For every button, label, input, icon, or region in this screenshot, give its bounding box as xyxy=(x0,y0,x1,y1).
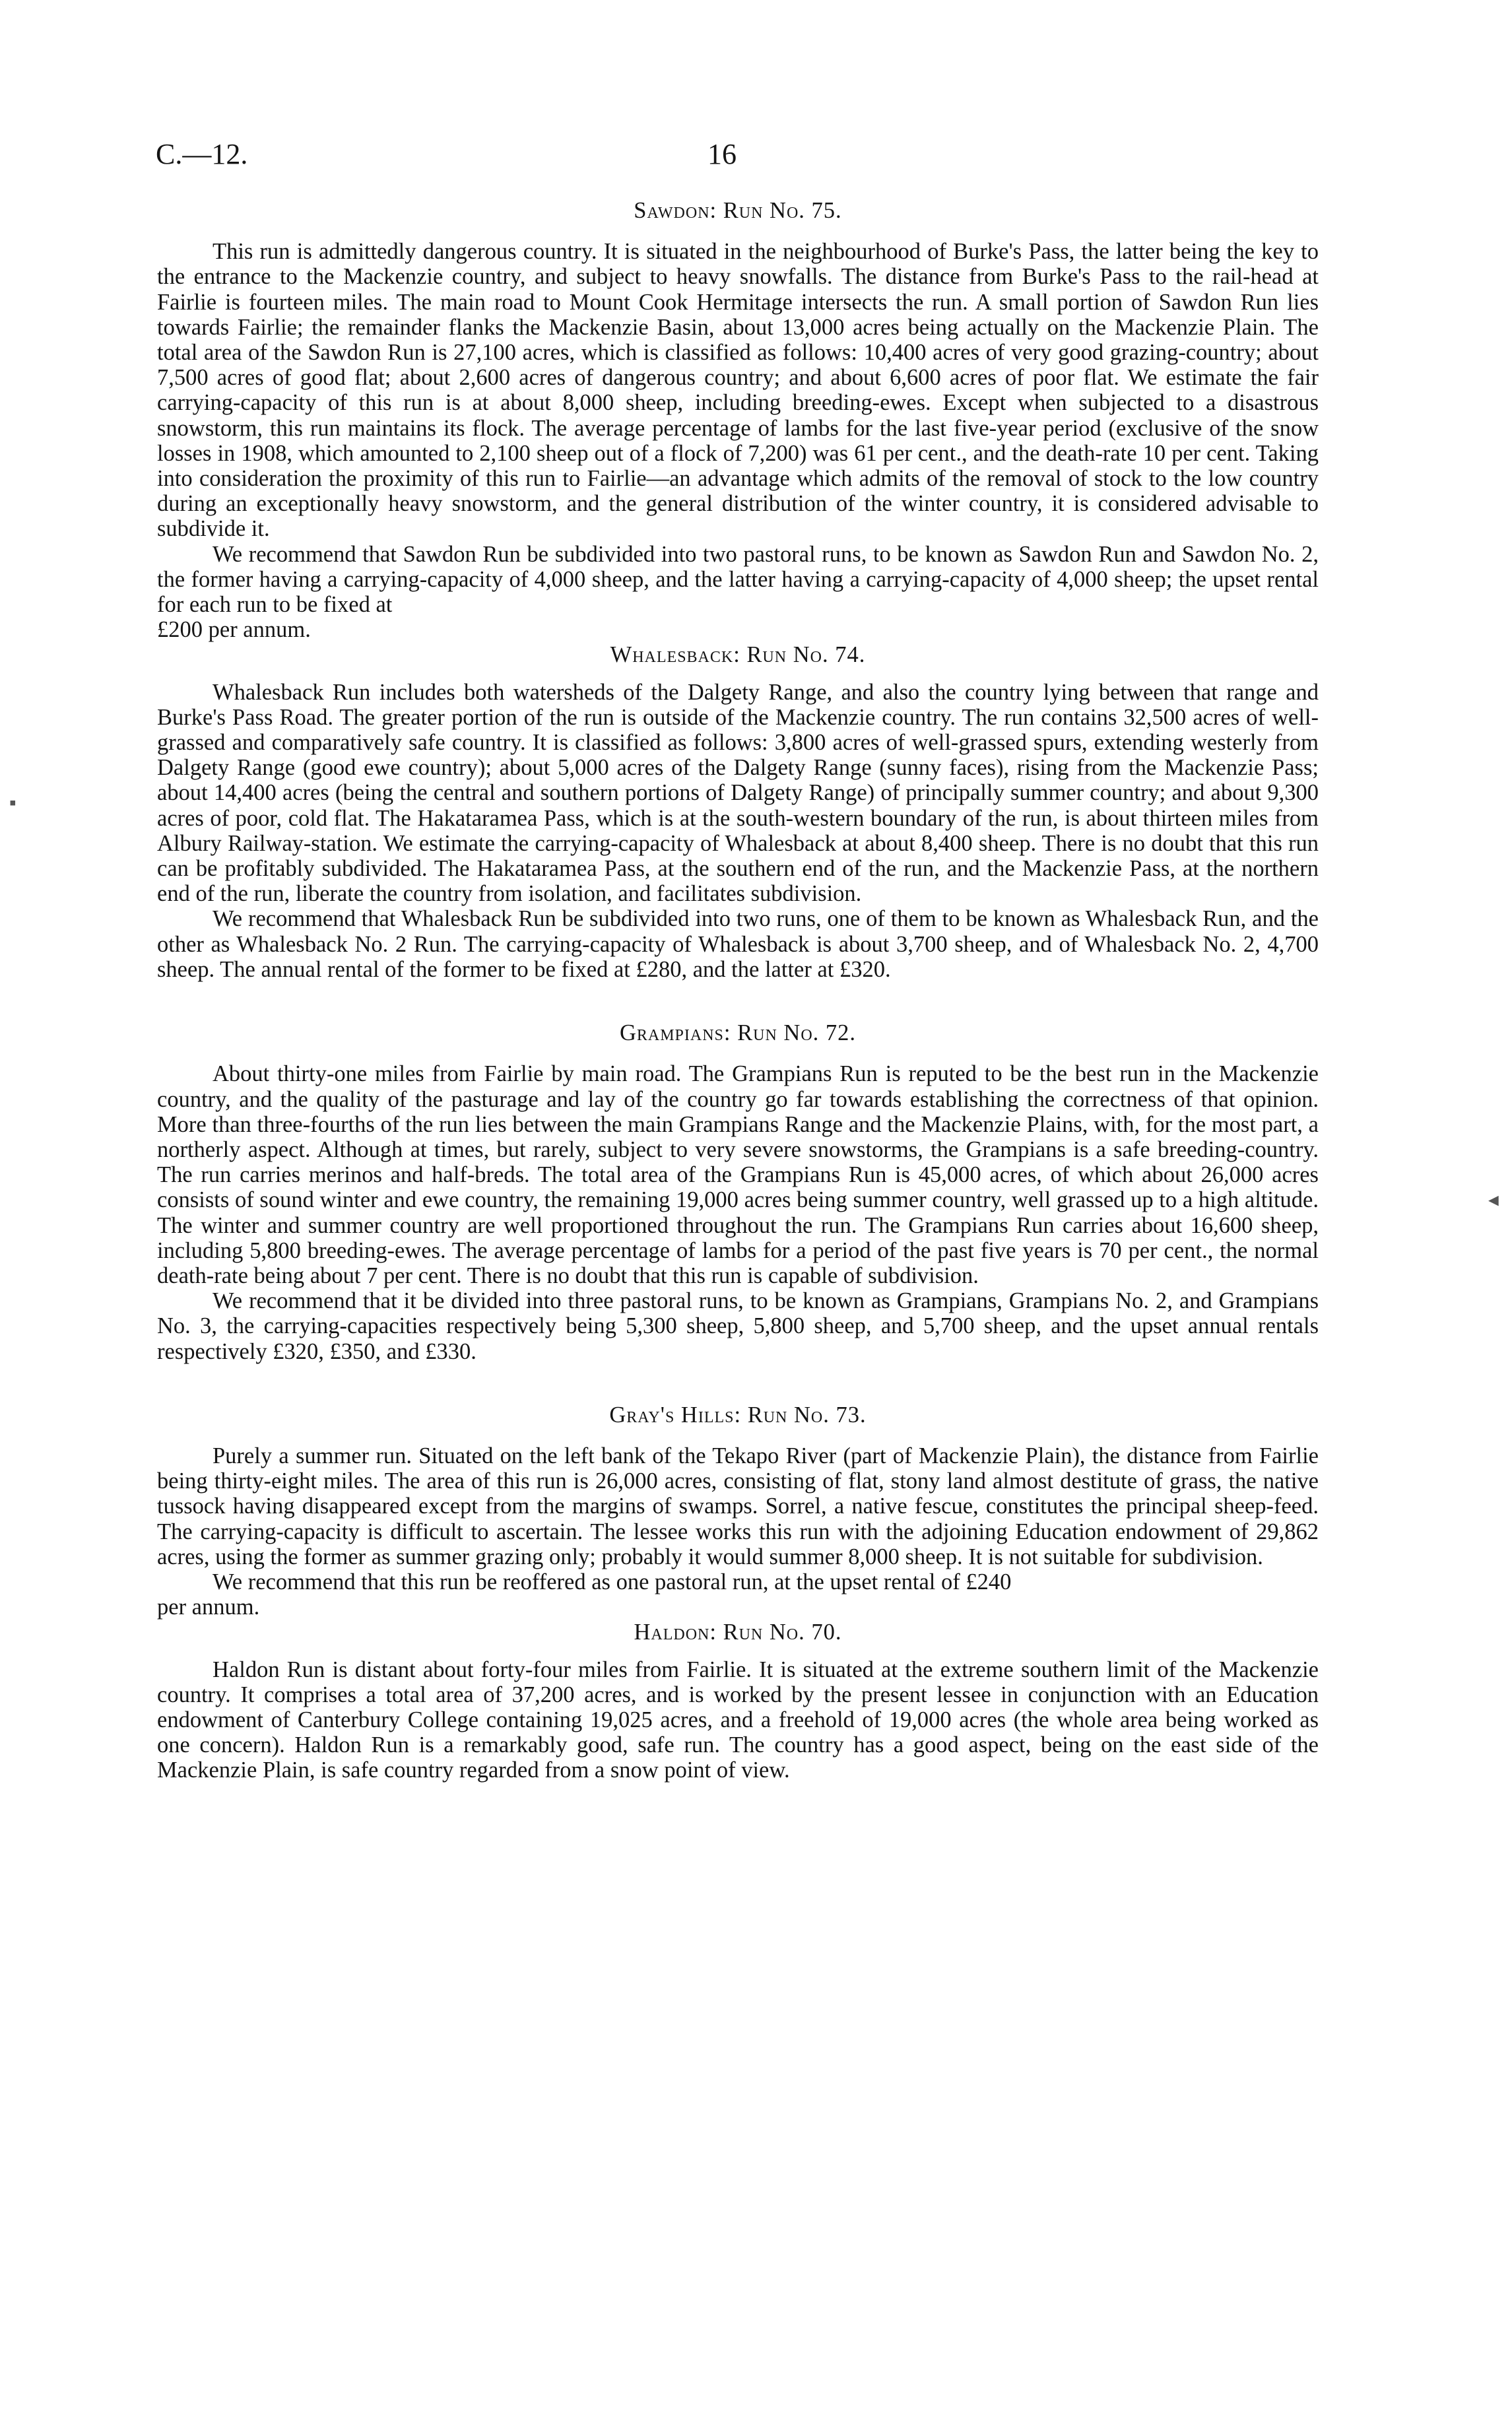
whalesback-paragraph-2: We recommend that Whalesback Run be subdivided into two runs, one of them to be known as Whalesback Run, and the other as Whalesback No. 2 Run. The carrying-capacity of Whalesback is about 3,700 sheep, and of Whalesback No. 2, 4,700 sheep. The annual rental of the former to be fixed at £280, and the latter at £320. xyxy=(157,906,1319,982)
document-reference: C.—12. xyxy=(156,138,248,170)
section-heading-sawdon: Sawdon: Run No. 75. xyxy=(634,198,842,223)
grays-hills-paragraph-1: Purely a summer run. Situated on the left bank of the Tekapo River (part of Mackenzie Plain), the distance from Fairlie being thirty-eight miles. The area of this run is 26,000 acres, consisting of flat, stony land almost destitute of grass, the native tussock having disappeared except from the margins of swamps. Sorrel, a native fescue, constitutes the principal sheep-feed. The carrying-capacity is difficult to ascertain. The lessee works this run with the adjoining Education endowment of 29,862 acres, using the former as summer grazing only; probably it would summer 8,000 sheep. It is not suitable for subdivision. xyxy=(157,1443,1319,1569)
grays-hills-paragraph-2: We recommend that this run be reoffered as one pastoral run, at the upset rental of £240 xyxy=(213,1569,1012,1594)
section-heading-whalesback: Whalesback: Run No. 74. xyxy=(610,642,866,668)
whalesback-paragraph-1: Whalesback Run includes both watersheds of the Dalgety Range, and also the country lying between that range and Burke's Pass Road. The greater portion of the run is outside of the Mackenzie country. The run contains 32,500 acres of well-grassed and comparatively safe country. It is classified as follows: 3,800 acres of well-grassed spurs, extending westerly from Dalgety Range (good ewe country); about 5,000 acres of the Dalgety Range (sunny faces), rising from the Mackenzie Pass; about 14,400 acres (being the central and southern portions of Dalgety Range) of principally summer country; and about 9,300 acres of poor, cold flat. The Hakataramea Pass, which is at the south-western boundary of the run, is about thirteen miles from Albury Railway-station. We estimate the carrying-capacity of Whalesback at about 8,400 sheep. There is no doubt that this run can be profitably subdivided. The Hakataramea Pass, at the southern end of the run, and the Mackenzie Pass, at the northern end of the run, liberate the country from isolation, and facilitates subdivision. xyxy=(157,679,1319,907)
margin-arrow-icon: ◄ xyxy=(1485,1191,1502,1210)
section-heading-grays-hills: Gray's Hills: Run No. 73. xyxy=(609,1402,867,1428)
sawdon-paragraph-2: We recommend that Sawdon Run be subdivided into two pastoral runs, to be known as Sawdon Run and Sawdon No. 2, the former having a carrying-capacity of 4,000 sheep, and the latter having a carrying-capacity of 4,000 sheep; the upset rental for each run to be fixed at xyxy=(157,541,1319,618)
section-heading-haldon: Haldon: Run No. 70. xyxy=(634,1620,842,1645)
haldon-paragraph-1: Haldon Run is distant about forty-four miles from Fairlie. It is situated at the extreme southern limit of the Mackenzie country. It comprises a total area of 37,200 acres, and is worked by the present lessee in conjunction with an Education endowment of Canterbury College containing 19,025 acres, and a freehold of 19,000 acres (the whole area being worked as one concern). Haldon Run is a remarkably good, safe run. The country has a good aspect, being on the east side of the Mackenzie Plain, is safe country regarded from a snow point of view. xyxy=(157,1657,1319,1783)
sawdon-paragraph-2-end: £200 per annum. xyxy=(157,617,311,643)
section-heading-grampians: Grampians: Run No. 72. xyxy=(619,1020,857,1046)
grampians-paragraph-1: About thirty-one miles from Fairlie by main road. The Grampians Run is reputed to be the best run in the Mackenzie country, and the quality of the pasturage and lay of the country go far towards establishing the correctness of that opinion. More than three-fourths of the run lies between the main Grampians Range and the Mackenzie Plains, with, for the most part, a northerly aspect. Although at times, but rarely, subject to very severe snowstorms, the Grampians is a safe breeding-country. The run carries merinos and half-breds. The total area of the Grampians Run is 45,000 acres, of which about 26,000 acres consists of sound winter and ewe country, the remaining 19,000 acres being summer country, well grassed up to a high altitude. The winter and summer country are well proportioned throughout the run. The Grampians Run carries about 16,600 sheep, including 5,800 breeding-ewes. The average percentage of lambs for a period of the past five years is 70 per cent., the normal death-rate being about 7 per cent. There is no doubt that this run is capable of subdivision. xyxy=(157,1061,1319,1288)
sawdon-paragraph-1: This run is admittedly dangerous country. It is situated in the neighbourhood of Burke's Pass, the latter being the key to the entrance to the Mackenzie country, and subject to heavy snowfalls. The distance from Burke's Pass to the rail-head at Fairlie is fourteen miles. The main road to Mount Cook Hermitage intersects the run. A small portion of Sawdon Run lies towards Fairlie; the remainder flanks the Mackenzie Basin, about 13,000 acres being actually on the Mackenzie Plain. The total area of the Sawdon Run is 27,100 acres, which is classified as follows: 10,400 acres of very good grazing-country; about 7,500 acres of good flat; about 2,600 acres of dangerous country; and about 6,600 acres of poor flat. We estimate the fair carrying-capacity of this run is at about 8,000 sheep, including breeding-ewes. Except when subjected to a disastrous snowstorm, this run maintains its flock. The average percentage of lambs for the last five-year period (exclusive of the snow losses in 1908, which amounted to 2,100 sheep out of a flock of 7,200) was 61 per cent., and the death-rate 10 per cent. Taking into consideration the proximity of this run to Fairlie—an advantage which admits of the removal of stock to the low country during an exceptionally heavy snowstorm, and the general distribution of the winter country, it is considered advisable to subdivide it. xyxy=(157,239,1319,542)
grampians-paragraph-2: We recommend that it be divided into three pastoral runs, to be known as Grampians, Grampians No. 2, and Grampians No. 3, the carrying-capacities respectively being 5,300 sheep, 5,800 sheep, and 5,700 sheep, and the upset annual rentals respectively £320, £350, and £330. xyxy=(157,1288,1319,1364)
page-content xyxy=(157,198,1319,1783)
grays-hills-paragraph-2-end: per annum. xyxy=(157,1594,260,1620)
margin-mark-left: ▪ xyxy=(9,792,16,814)
page-header xyxy=(156,137,1356,177)
page-number: 16 xyxy=(707,138,737,170)
